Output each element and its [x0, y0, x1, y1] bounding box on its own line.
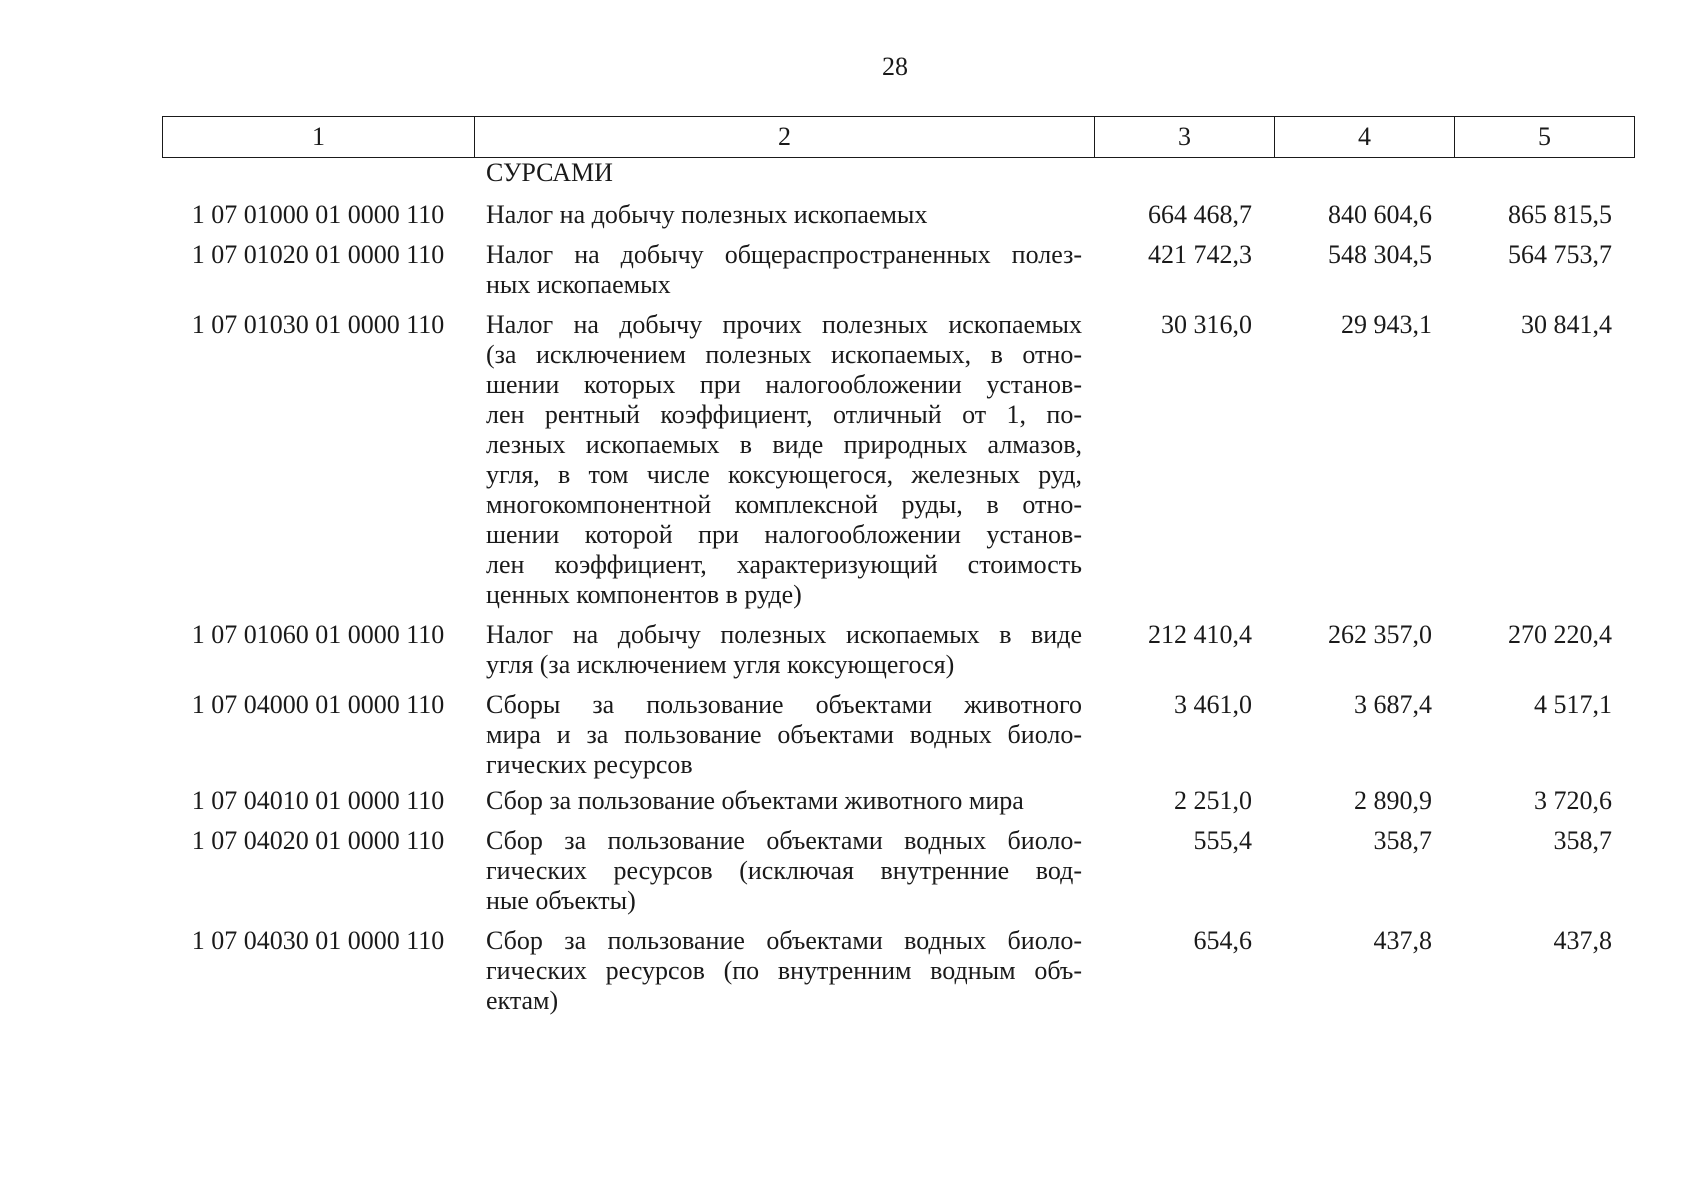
- row-code: 1 07 04030 01 0000 110: [191, 926, 445, 955]
- row-value-col-3: 421 742,3: [1148, 240, 1252, 269]
- page-number: 28: [882, 52, 908, 81]
- row-value-col-3: 2 251,0: [1174, 786, 1252, 815]
- row-value-col-5: 564 753,7: [1508, 240, 1612, 269]
- row-description: [486, 826, 1082, 916]
- table-row: [162, 926, 1630, 1016]
- row-description: [486, 690, 1082, 780]
- table-header: [162, 116, 1635, 158]
- row-code: 1 07 04010 01 0000 110: [191, 786, 445, 815]
- table-row: [162, 200, 1630, 230]
- row-value-col-5: 437,8: [1553, 926, 1612, 955]
- row-value-col-4: 437,8: [1373, 926, 1432, 955]
- description-line: ектам): [486, 986, 559, 1015]
- description-line: лен рентный коэффициент, отличный от 1, по-: [486, 400, 1082, 429]
- description-line: Сбор за пользование объектами животного мира: [486, 786, 1024, 815]
- description-line: Налог на добычу полезных ископаемых: [486, 200, 928, 229]
- row-value-col-5: 3 720,6: [1534, 786, 1612, 815]
- row-description: [486, 310, 1082, 610]
- row-value-col-3: 3 461,0: [1174, 690, 1252, 719]
- description-line: многокомпонентной комплексной руды, в отно-: [486, 490, 1082, 519]
- row-value-col-4: 548 304,5: [1328, 240, 1432, 269]
- description-line: гических ресурсов (по внутренним водным объ-: [486, 956, 1082, 985]
- row-value-col-4: 262 357,0: [1328, 620, 1432, 649]
- row-value-col-5: 30 841,4: [1521, 310, 1612, 339]
- description-line: Сборы за пользование объектами животного: [486, 690, 1082, 719]
- description-line: Сбор за пользование объектами водных биоло-: [486, 926, 1082, 955]
- continuation-text: СУРСАМИ: [486, 158, 613, 187]
- description-line: (за исключением полезных ископаемых, в отно-: [486, 340, 1082, 369]
- row-value-col-3: 555,4: [1193, 826, 1252, 855]
- row-description: [486, 620, 1082, 680]
- row-code: 1 07 01060 01 0000 110: [191, 620, 445, 649]
- header-col-3: 3: [1095, 117, 1275, 158]
- header-col-5: 5: [1455, 117, 1635, 158]
- description-line: Налог на добычу общераспространенных полез-: [486, 240, 1082, 269]
- description-line: ценных компонентов в руде): [486, 580, 802, 609]
- row-value-col-5: 4 517,1: [1534, 690, 1612, 719]
- row-value-col-5: 270 220,4: [1508, 620, 1612, 649]
- description-line: Сбор за пользование объектами водных биоло-: [486, 826, 1082, 855]
- row-value-col-4: 840 604,6: [1328, 200, 1432, 229]
- description-line: гических ресурсов (исключая внутренние вод-: [486, 856, 1082, 885]
- row-value-col-3: 654,6: [1193, 926, 1252, 955]
- table-row: [162, 310, 1630, 610]
- description-line: ных ископаемых: [486, 270, 671, 299]
- row-value-col-4: 29 943,1: [1341, 310, 1432, 339]
- description-line: Налог на добычу полезных ископаемых в виде: [486, 620, 1082, 649]
- row-code: 1 07 01020 01 0000 110: [191, 240, 445, 269]
- row-code: 1 07 01000 01 0000 110: [191, 200, 445, 229]
- header-col-2: 2: [475, 117, 1095, 158]
- description-line: ные объекты): [486, 886, 636, 915]
- row-value-col-3: 664 468,7: [1148, 200, 1252, 229]
- row-value-col-4: 3 687,4: [1354, 690, 1432, 719]
- description-line: гических ресурсов: [486, 750, 693, 779]
- row-description: [486, 200, 1082, 230]
- row-value-col-3: 30 316,0: [1161, 310, 1252, 339]
- description-line: Налог на добычу прочих полезных ископаемых: [486, 310, 1082, 339]
- row-description: [486, 240, 1082, 300]
- description-line: лезных ископаемых в виде природных алмазов,: [486, 430, 1082, 459]
- table-row: [162, 620, 1630, 680]
- row-code: 1 07 01030 01 0000 110: [191, 310, 445, 339]
- row-code: 1 07 04020 01 0000 110: [191, 826, 445, 855]
- description-line: шении которой при налогообложении установ-: [486, 520, 1082, 549]
- row-value-col-4: 2 890,9: [1354, 786, 1432, 815]
- description-line: угля (за исключением угля коксующегося): [486, 650, 955, 679]
- table-row: [162, 786, 1630, 816]
- description-line: шении которых при налогообложении установ-: [486, 370, 1082, 399]
- row-value-col-4: 358,7: [1373, 826, 1432, 855]
- table-row: [162, 690, 1630, 780]
- row-description: [486, 926, 1082, 1016]
- description-line: мира и за пользование объектами водных биоло-: [486, 720, 1082, 749]
- row-value-col-5: 865 815,5: [1508, 200, 1612, 229]
- table-row: [162, 826, 1630, 916]
- description-line: угля, в том числе коксующегося, железных руд,: [486, 460, 1082, 489]
- row-description: [486, 786, 1082, 816]
- continuation-row: [162, 158, 1630, 194]
- header-col-1: 1: [163, 117, 475, 158]
- row-value-col-3: 212 410,4: [1148, 620, 1252, 649]
- description-line: лен коэффициент, характеризующий стоимость: [486, 550, 1082, 579]
- table-row: [162, 240, 1630, 300]
- row-container: [162, 200, 1630, 1016]
- table-body: [162, 158, 1630, 1016]
- header-col-4: 4: [1275, 117, 1455, 158]
- row-code: 1 07 04000 01 0000 110: [191, 690, 445, 719]
- row-value-col-5: 358,7: [1553, 826, 1612, 855]
